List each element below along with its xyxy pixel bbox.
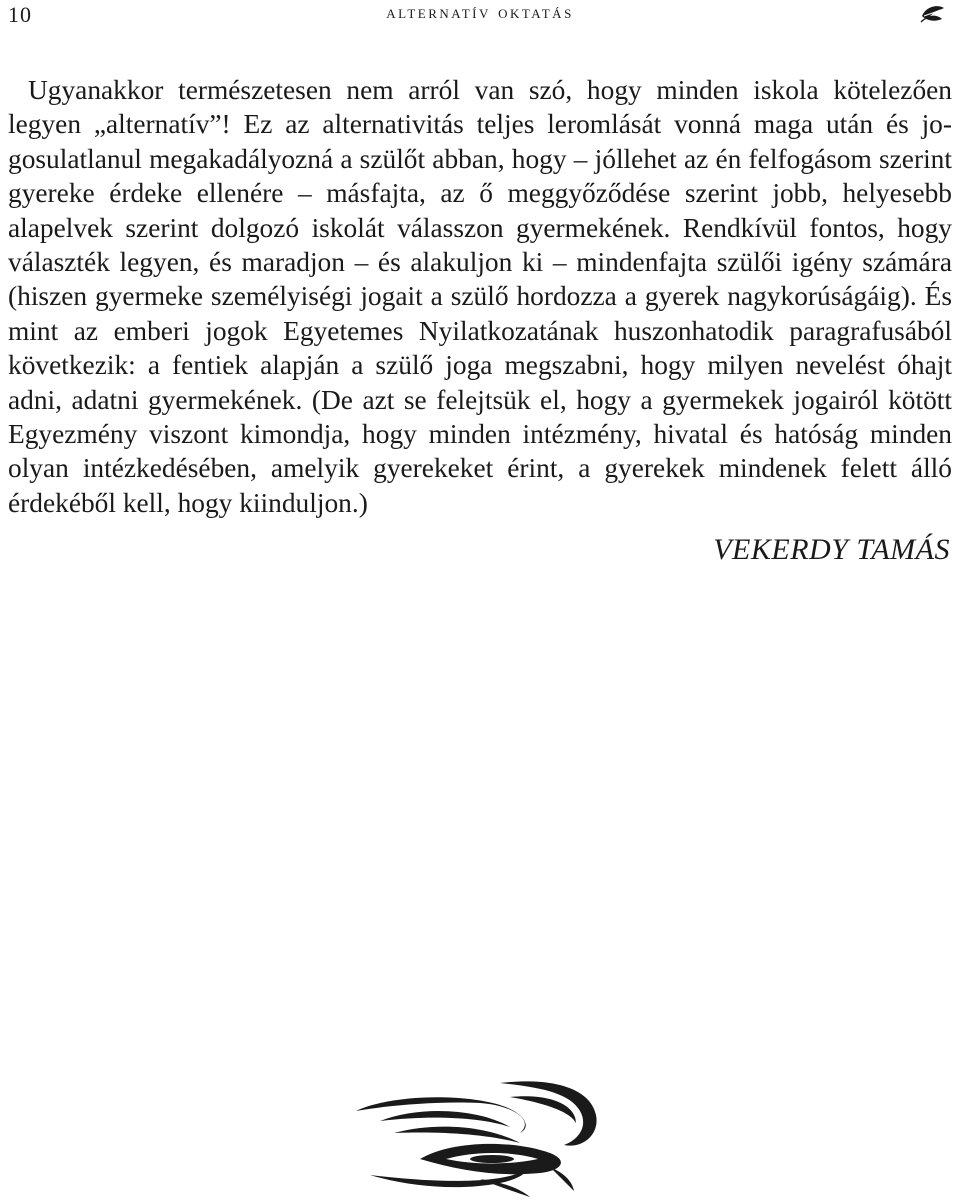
leaf-ornament-icon [920,2,946,24]
author-signature: VEKERDY TAMÁS [713,533,950,566]
section-title: alternatív oktatás [386,2,574,23]
page-number: 10 [8,2,32,27]
body-paragraph: Ugyanakkor természetesen nem arról van szó, hogy minden iskola kötelezően legyen „alternatív”! Ez az alternativitás teljes leromlását vonná maga után és jogosulatlanul megakadályozná a szülőt abban, hogy – jóllehet az én felfogásom szerint gyereke érdeke ellenére – másfajta, az ő meggyőződése szerint jobb, helyesebb alapelvek szerint dolgozó iskolát válasszon gyermekének. Rendkívül fontos, hogy választék legyen, és maradjon – és alakuljon ki – mindenfajta szülői igény számára (hiszen gyermeke személyiségi jogait a szülő hordozza a gyerek nagykorúságáig). És mint az emberi jogok Egyetemes Nyilatkozatának huszonhatodik paragrafusából következik: a fentiek alapján a szülő joga megszabni, hogy milyen nevelést óhajt adni, adatni gyermekének. (De azt se felejtsük el, hogy a gyermekek jogairól kötött Egyezmény viszont kimondja, hogy minden intézmény, hivatal és hatóság minden olyan intézkedésében, amelyik gyerekeket érint, a gyerekek mindenek felett álló érdekéből kell, hogy kiinduljon.) [8,75,952,518]
flourish-ornament-icon [350,1075,612,1200]
running-head [0,0,960,30]
